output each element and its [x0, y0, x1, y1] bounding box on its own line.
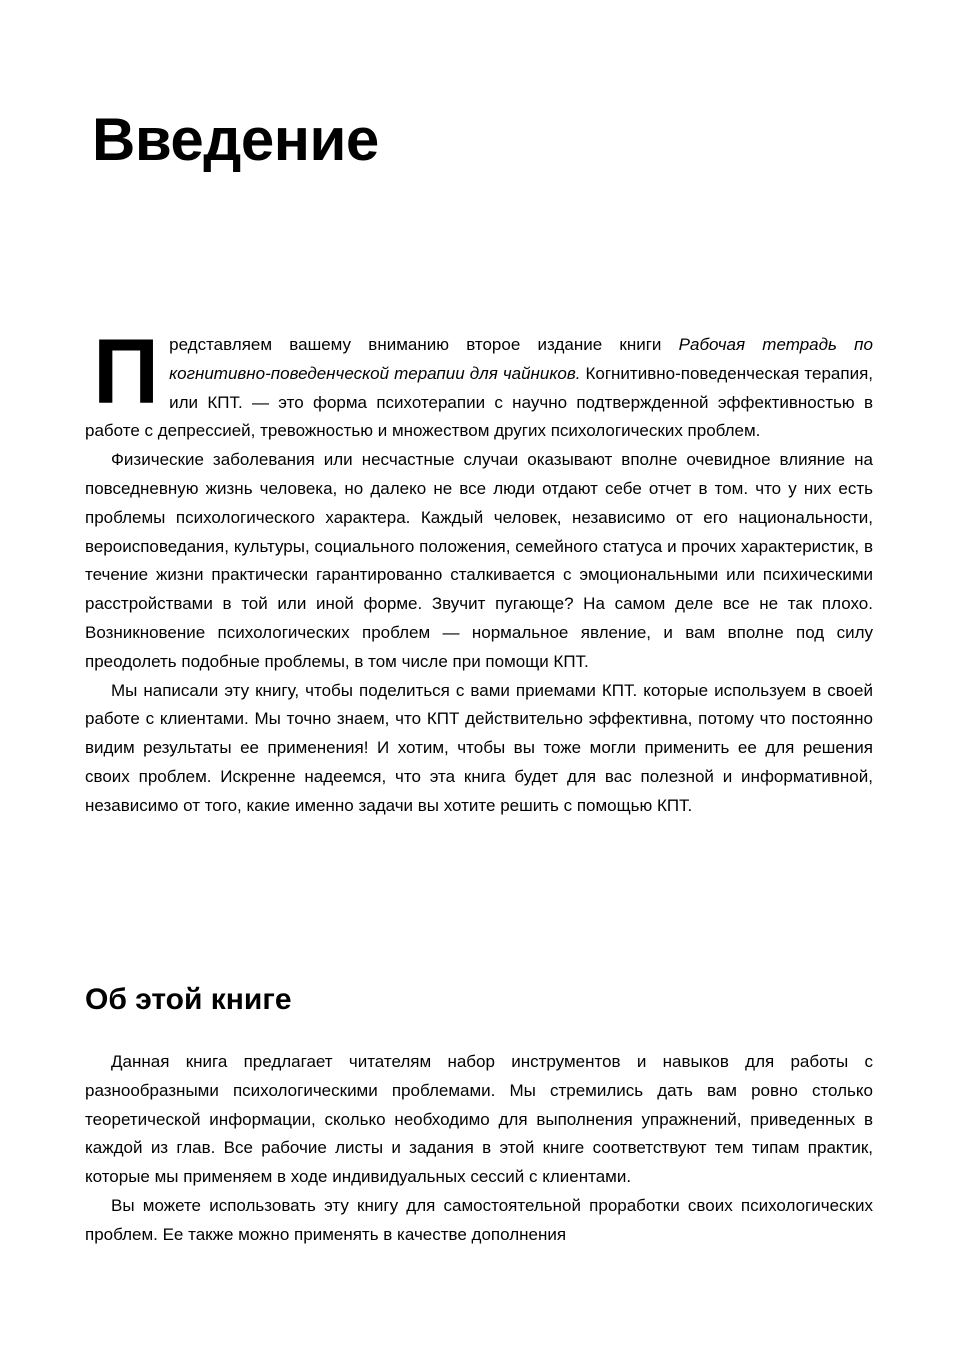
intro-p1-text-end: Когнитивно-поведенческая терапия, или КПТ. — это форма психотерапии с научно подтвержденной эффективностью в работе с депрессией, тревожностью и множеством других психологических проблем. — [85, 363, 874, 441]
about-section — [85, 1048, 873, 1250]
book-title-italic: Рабочая тетрадь по когнитивно-поведенческой терапии для чайников. — [169, 335, 873, 383]
intro-paragraph-1 — [85, 321, 874, 446]
about-paragraph-2: Вы можете использовать эту книгу для самостоятельной проработки своих психологических проблем. Ее также можно применять в качестве дополнения — [85, 1195, 873, 1244]
intro-p1-text: редставляем вашему вниманию второе издание книги — [169, 335, 679, 354]
intro-paragraph-3: Мы написали эту книгу, чтобы поделиться с вами приемами КПТ. которые используем в своей работе с клиентами. Мы точно знаем, что КПТ действительно эффективна, потому что постоянно видим результаты ее применения! И хотим, чтобы вы тоже могли применить ее для решения своих проблем. Искренне надеемся, что эта книга будет для вас полезной и информативной, независимо от того, какие именно задачи вы хотите решить с помощью КПТ. — [85, 680, 873, 815]
intro-paragraph-2: Физические заболевания или несчастные случаи оказывают вполне очевидное влияние на повседневную жизнь человека, но далеко не все люди отдают себе отчет в том. что у них есть проблемы психологического характера. Каждый человек, независимо от его национальности, вероисповедания, культуры, социального положения, семейного статуса и прочих характеристик, в течение жизни практически гарантированно сталкивается с эмоциональными или психическими расстройствами в той или иной форме. Звучит пугающе? На самом деле все не так плохо. Возникновение психологических проблем — нормальное явление, и вам вполне под силу преодолеть подобные проблемы, в том числе при помощи КПТ. — [85, 450, 873, 671]
section-heading-about: Об этой книге — [85, 983, 292, 1016]
about-paragraph-1: Данная книга предлагает читателям набор инструментов и навыков для работы с разнообразными психологическими проблемами. Мы стремились дать вам ровно столько теоретической информации, сколько необходимо для выполнения упражнений, приведенных в каждой из глав. Все рабочие листы и задания в этой книге соответствуют тем типам практик, которые мы применяем в ходе индивидуальных сессий с клиентами. — [85, 1052, 873, 1187]
intro-section — [85, 321, 874, 821]
drop-cap: П — [93, 321, 160, 423]
chapter-title: Введение — [92, 106, 379, 173]
